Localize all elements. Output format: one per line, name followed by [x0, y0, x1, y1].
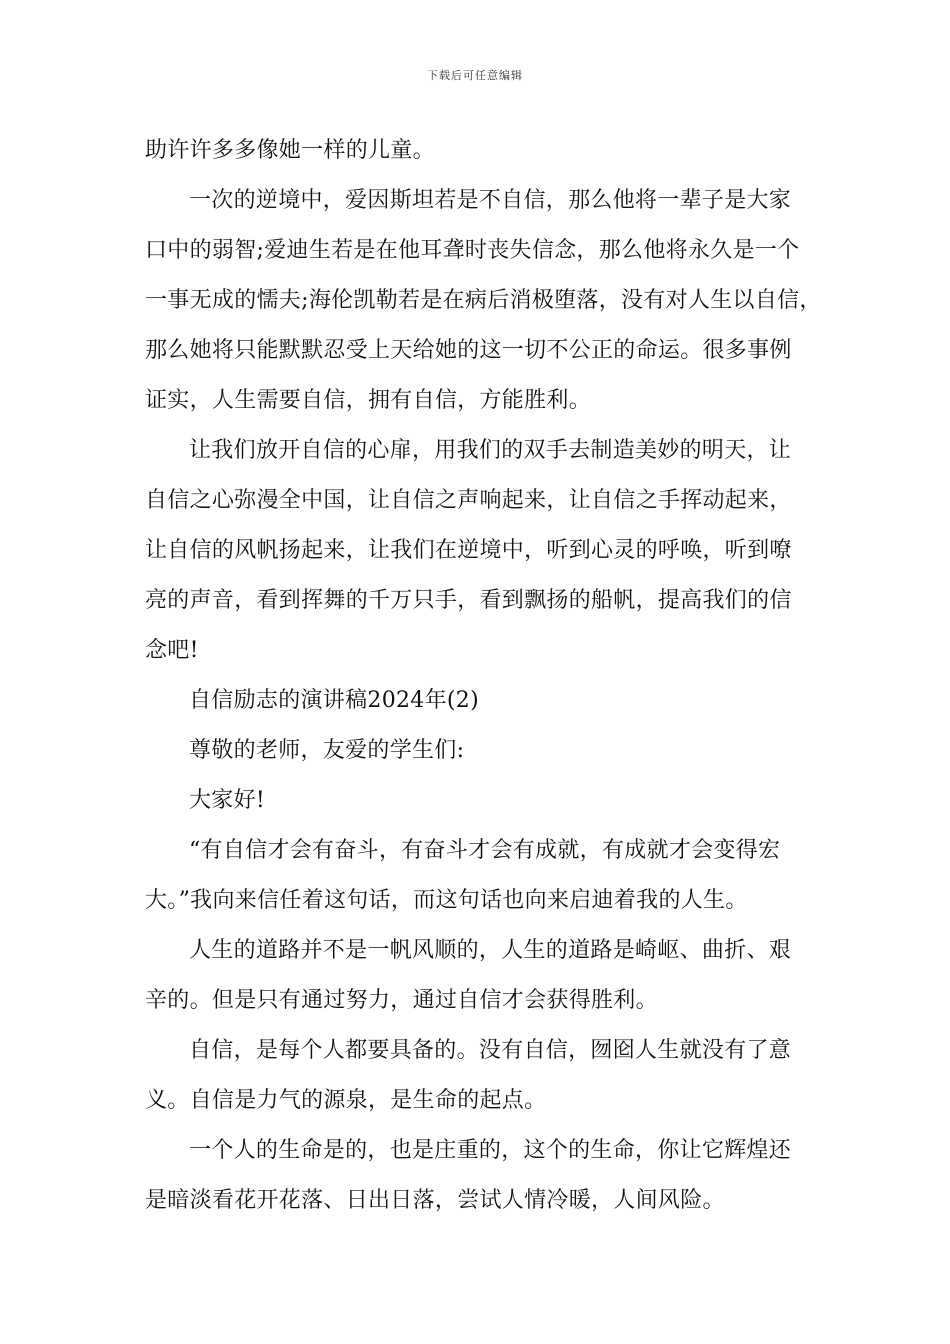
text-line: 亮的声音，看到挥舞的千万只手，看到飘扬的船帆，提高我们的信 [145, 588, 792, 613]
text-line: 是暗淡看花开花落、日出日落，尝试人情冷暖，人间风险。 [145, 1188, 725, 1213]
text-line: 口中的弱智;爱迪生若是在他耳聋时丧失信念，那么他将永久是一个 [145, 238, 800, 263]
text-line: 大家好! [189, 788, 266, 813]
text-line: “有自信才会有奋斗，有奋斗才会有成就，有成就才会变得宏 [189, 838, 781, 863]
text-line: 自信，是每个人都要具备的。没有自信，囫囵人生就没有了意 [189, 1038, 792, 1063]
text-line: 一次的逆境中，爱因斯坦若是不自信，那么他将一辈子是大家 [189, 188, 792, 213]
text-line: 让自信的风帆扬起来，让我们在逆境中，听到心灵的呼唤，听到嘹 [145, 538, 792, 563]
text-line: 义。自信是力气的源泉，是生命的起点。 [145, 1088, 547, 1113]
text-line: 证实，人生需要自信，拥有自信，方能胜利。 [145, 388, 592, 413]
text-line: 让我们放开自信的心扉，用我们的双手去制造美妙的明天，让 [189, 438, 792, 463]
text-line: 人生的道路并不是一帆风顺的，人生的道路是崎岖、曲折、艰 [189, 938, 792, 963]
text-line: 念吧! [145, 638, 199, 663]
text-line: 一个人的生命是的，也是庄重的，这个的生命，你让它辉煌还 [189, 1138, 792, 1163]
text-line: 辛的。但是只有通过努力，通过自信才会获得胜利。 [145, 988, 658, 1013]
text-line: 自信励志的演讲稿2024年(2) [189, 688, 479, 713]
text-line: 自信之心弥漫全中国，让自信之声响起来，让自信之手挥动起来， [145, 488, 792, 513]
page-header: 下载后可任意编辑 [427, 69, 523, 82]
text-line: 一事无成的懦夫;海伦凯勒若是在病后消极堕落，没有对人生以自信， [145, 288, 822, 313]
text-line: 那么她将只能默默忍受上天给她的这一切不公正的命运。很多事例 [145, 338, 792, 363]
document-body [145, 126, 822, 1226]
text-line: 尊敬的老师，友爱的学生们: [189, 738, 465, 763]
text-line: 助许许多多像她一样的儿童。 [145, 138, 435, 163]
text-line: 大。”我向来信任着这句话，而这句话也向来启迪着我的人生。 [145, 888, 748, 913]
